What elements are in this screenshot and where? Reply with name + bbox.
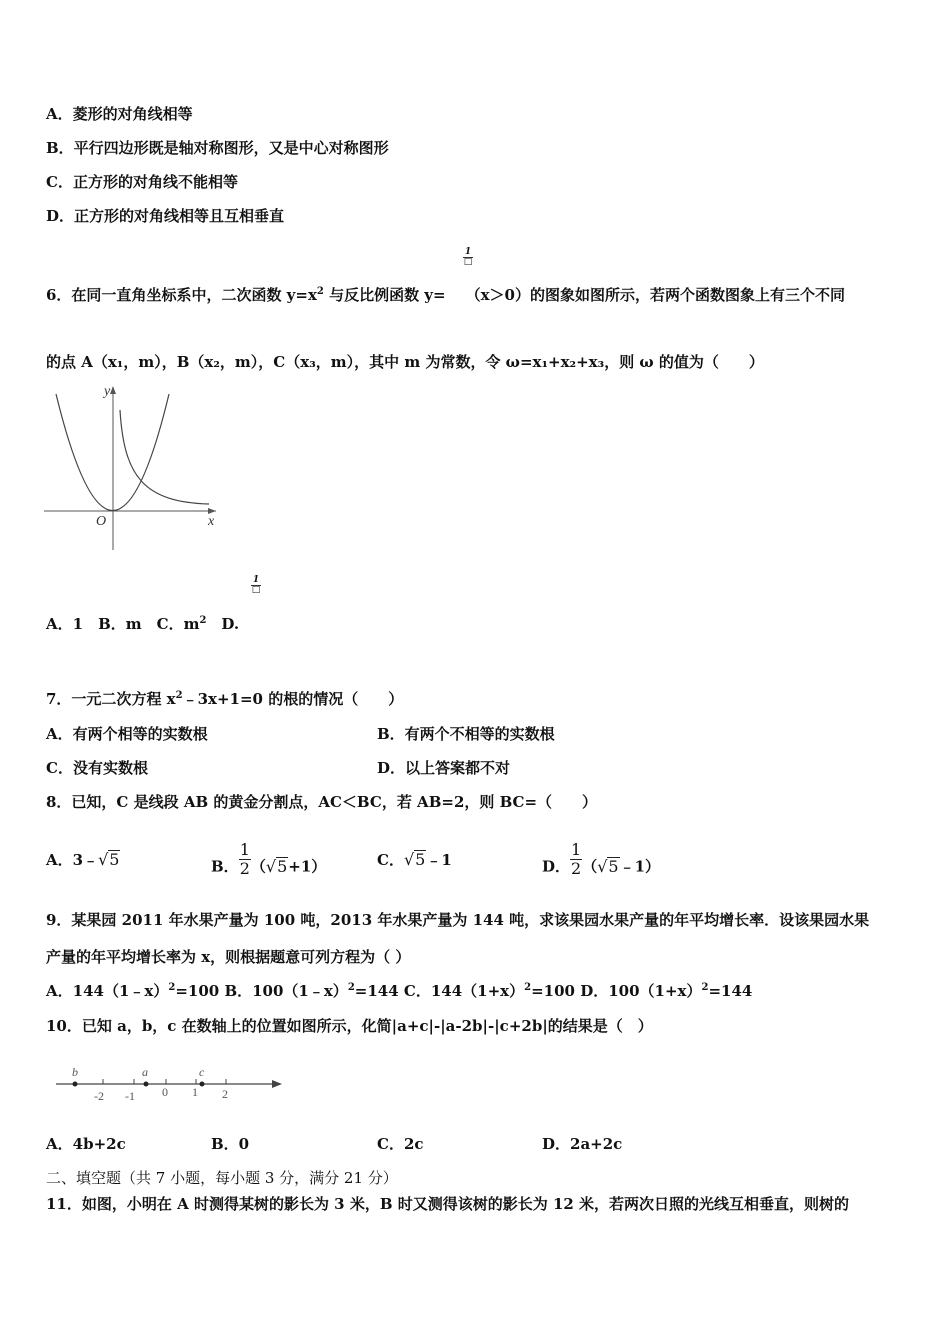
q7-option-c: C．没有实数根 — [46, 759, 148, 777]
q5-option-c: C．正方形的对角线不能相等 — [46, 173, 238, 191]
tick-label: 0 — [162, 1085, 168, 1099]
sqrt-symbol: √5 — [98, 850, 120, 869]
sqrt-symbol: √5 — [265, 856, 288, 876]
q11-stem: 11．如图，小明在 A 时测得某树的影长为 3 米，B 时又测得该树的影长为 12 米，若两次日照的光线互相垂直，则树的 — [46, 1195, 850, 1213]
q9-option-d: D．$100(1+x)^2=144$ — [580, 982, 753, 1000]
q7-stem: 7．一元二次方程 $x^2﹣3x+1=0$ 的根的情况（ ） — [46, 690, 404, 708]
q8-option-a: A．3﹣√5 — [46, 850, 120, 869]
q5-option-b: B．平行四边形既是轴对称图形，又是中心对称图形 — [46, 139, 389, 157]
q9-option-b: B．100（1﹣x）$^2$=144 — [224, 982, 399, 1000]
point-label-b: b — [72, 1065, 78, 1079]
tick-label: 1 — [192, 1085, 198, 1099]
point-b — [73, 1082, 78, 1087]
q6-option-d-mini-fraction: 1 □ — [251, 575, 261, 595]
q10-option-c: C．2c — [377, 1135, 424, 1153]
q10-number-line — [50, 1060, 290, 1108]
q6-options: A．1 B．m C．$m^2$ D. — [46, 615, 240, 633]
q9-option-c: C．$144(1+x)^2=100$ — [403, 982, 575, 1000]
q6-stem-line2: 的点 A（x₁，m），B（x₂，m），C（x₃，m），其中 m 为常数，令 ω=x₁+x₂+x₃，则 ω 的值为（ ） — [46, 353, 764, 371]
tick-label: 2 — [222, 1087, 228, 1101]
q10-option-a: A．4b+2c — [46, 1135, 126, 1153]
half-fraction: $\frac{1}{2}$ — [571, 840, 582, 878]
q6-mini-fraction: 1 □ — [463, 247, 473, 267]
q8-option-b: B． $\frac{1}{2}$ （√5+1） — [211, 840, 327, 878]
q10-option-d: D．2a+2c — [542, 1135, 623, 1153]
q5-option-d: D．正方形的对角线相等且互相垂直 — [46, 207, 285, 225]
q9-stem-line1: 9．某果园 2011 年水果产量为 100 吨，2013 年水果产量为 144 吨，求该果园水果产量的年平均增长率．设该果园水果 — [46, 911, 870, 929]
x-axis-label: x — [208, 514, 215, 529]
q10-option-b: B．0 — [211, 1135, 250, 1153]
point-c — [200, 1082, 205, 1087]
y-axis-arrow — [110, 386, 116, 394]
q8-option-c: C．√5﹣1 — [377, 850, 452, 869]
section-heading-fill-in: 二、填空题（共 7 小题，每小题 3 分，满分 21 分） — [46, 1169, 398, 1187]
half-fraction: $\frac{1}{2}$ — [239, 840, 250, 878]
y-axis-label: y — [104, 384, 111, 399]
number-line-arrow — [272, 1080, 282, 1088]
point-label-c: c — [199, 1065, 205, 1079]
q10-stem: 10．已知 a，b，c 在数轴上的位置如图所示，化简|a+c|-|a-2b|-|c+2b|的结果是（ ） — [46, 1017, 653, 1035]
point-label-a: a — [142, 1065, 148, 1079]
origin-label: O — [96, 514, 107, 529]
sqrt-symbol: √5 — [403, 850, 426, 869]
q6-function-graph — [44, 382, 224, 554]
q7-option-b: B．有两个不相等的实数根 — [377, 725, 555, 743]
hyperbola-curve — [120, 410, 209, 504]
q8-option-d: D． $\frac{1}{2}$ （√5﹣1） — [542, 840, 661, 878]
q7-option-d: D．以上答案都不对 — [377, 759, 511, 777]
q5-option-a: A．菱形的对角线相等 — [46, 105, 193, 123]
q8-stem: 8．已知，C 是线段 AB 的黄金分割点，AC＜BC，若 AB=2，则 BC=（ ） — [46, 793, 598, 811]
q9-options — [46, 980, 752, 1001]
sqrt-symbol: √5 — [597, 856, 619, 876]
q7-option-a: A．有两个相等的实数根 — [46, 725, 208, 743]
point-a — [144, 1082, 149, 1087]
q9-option-a: A．144（1﹣x）$^2$=100 — [46, 982, 220, 1000]
q9-stem-line2: 产量的年平均增长率为 x，则根据题意可列方程为（ ） — [46, 948, 411, 966]
tick-label: -1 — [125, 1089, 135, 1103]
q6-stem-line1: 6．在同一直角坐标系中，二次函数 $y=x^2$ 与反比例函数 y= （x＞0）的图象如图所示，若两个函数图象上有三个不同 — [46, 286, 845, 304]
tick-label: -2 — [94, 1089, 104, 1103]
